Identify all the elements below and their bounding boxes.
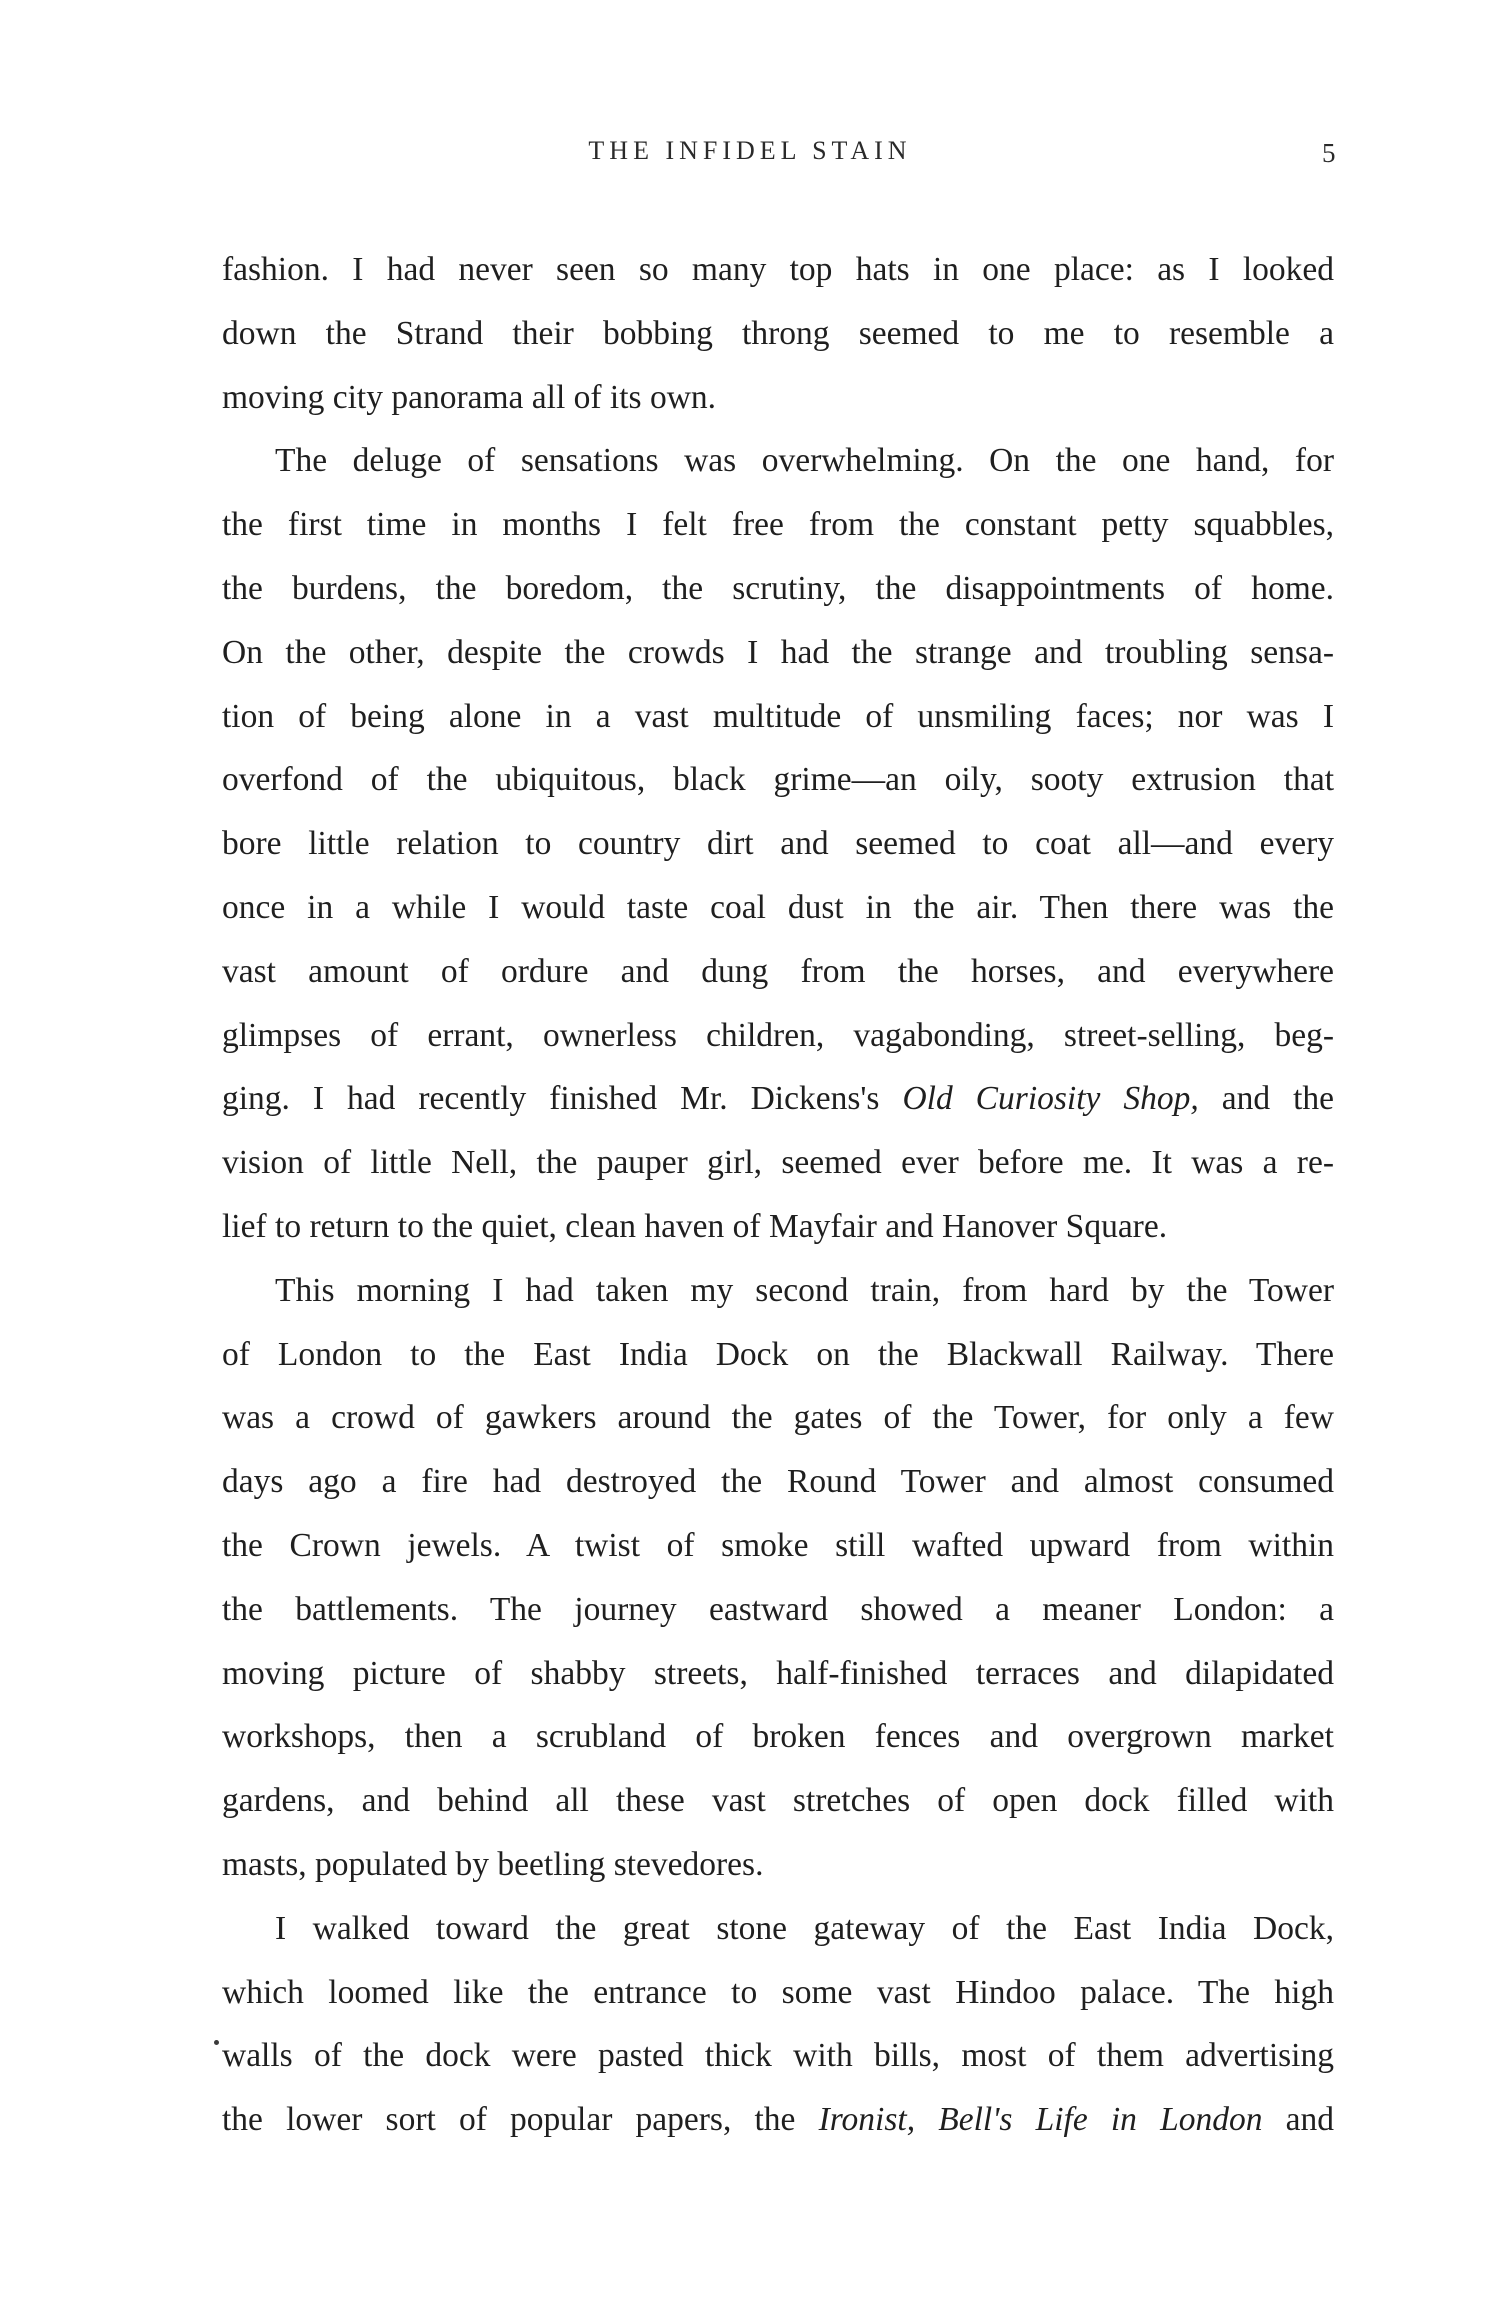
text-line: glimpses of errant, ownerless children, vagabonding, street-selling, beg- — [222, 1016, 1334, 1054]
text-line: walls of the dock were pasted thick with bills, most of them advertising — [222, 2037, 1334, 2075]
text-line: of London to the East India Dock on the Blackwall Railway. There — [222, 1335, 1334, 1373]
running-head — [0, 136, 1500, 176]
text-line: workshops, then a scrubland of broken fences and overgrown market — [222, 1718, 1334, 1756]
text-line: I walked toward the great stone gateway of the East India Dock, — [275, 1909, 1334, 1947]
text-line: bore little relation to country dirt and seemed to coat all—and every — [222, 825, 1334, 863]
body-text — [222, 238, 1334, 2152]
scan-speck — [214, 2040, 219, 2045]
running-title: THE INFIDEL STAIN — [588, 136, 912, 165]
text-line: the burdens, the boredom, the scrutiny, the disappointments of home. — [222, 569, 1334, 607]
text-line: fashion. I had never seen so many top hats in one place: as I looked — [222, 251, 1334, 288]
text-run: ging. I had recently finished Mr. Dickens's — [222, 1080, 903, 1118]
text-line — [222, 2088, 1334, 2152]
text-line: vast amount of ordure and dung from the horses, and everywhere — [222, 952, 1334, 990]
text-line: lief to return to the quiet, clean haven of Mayfair and Hanover Square. — [222, 1207, 1168, 1245]
text-line: days ago a fire had destroyed the Round Tower and almost consumed — [222, 1463, 1334, 1501]
text-line: vision of little Nell, the pauper girl, seemed ever before me. It was a re- — [222, 1144, 1334, 1182]
text-line: tion of being alone in a vast multitude of unsmiling faces; nor was I — [222, 697, 1334, 735]
text-line: gardens, and behind all these vast stretches of open dock filled with — [222, 1782, 1334, 1820]
text-line: The deluge of sensations was overwhelming. On the one hand, for — [275, 442, 1334, 480]
text-line: the Crown jewels. A twist of smoke still wafted upward from within — [222, 1526, 1334, 1564]
text-line: moving city panorama all of its own. — [222, 378, 717, 416]
text-line: the battlements. The journey eastward showed a meaner London: a — [222, 1590, 1334, 1628]
text-line: This morning I had taken my second train, from hard by the Tower — [275, 1271, 1334, 1309]
text-line — [222, 1067, 1334, 1131]
text-line: moving picture of shabby streets, half-finished terraces and dilapidated — [222, 1654, 1334, 1692]
text-run: the lower sort of popular papers, the — [222, 2101, 819, 2139]
text-line: overfond of the ubiquitous, black grime—an oily, sooty extrusion that — [222, 761, 1334, 799]
text-line: masts, populated by beetling stevedores. — [222, 1845, 764, 1883]
text-line: once in a while I would taste coal dust in the air. Then there was the — [222, 888, 1334, 926]
text-line: which loomed like the entrance to some vast Hindoo palace. The high — [222, 1973, 1334, 2011]
text-line: On the other, despite the crowds I had the strange and troubling sensa- — [222, 633, 1334, 671]
italic-title: Old Curiosity Shop, — [902, 1080, 1199, 1118]
text-line: was a crowd of gawkers around the gates of the Tower, for only a few — [222, 1399, 1334, 1437]
text-run: and — [1262, 2101, 1335, 2139]
italic-title: Ironist, Bell's Life in London — [818, 2101, 1263, 2139]
text-run: and the — [1198, 1080, 1335, 1118]
page-number: 5 — [1322, 138, 1336, 168]
text-line: down the Strand their bobbing throng seemed to me to resemble a — [222, 314, 1334, 352]
text-line: the first time in months I felt free from the constant petty squabbles, — [222, 506, 1334, 544]
